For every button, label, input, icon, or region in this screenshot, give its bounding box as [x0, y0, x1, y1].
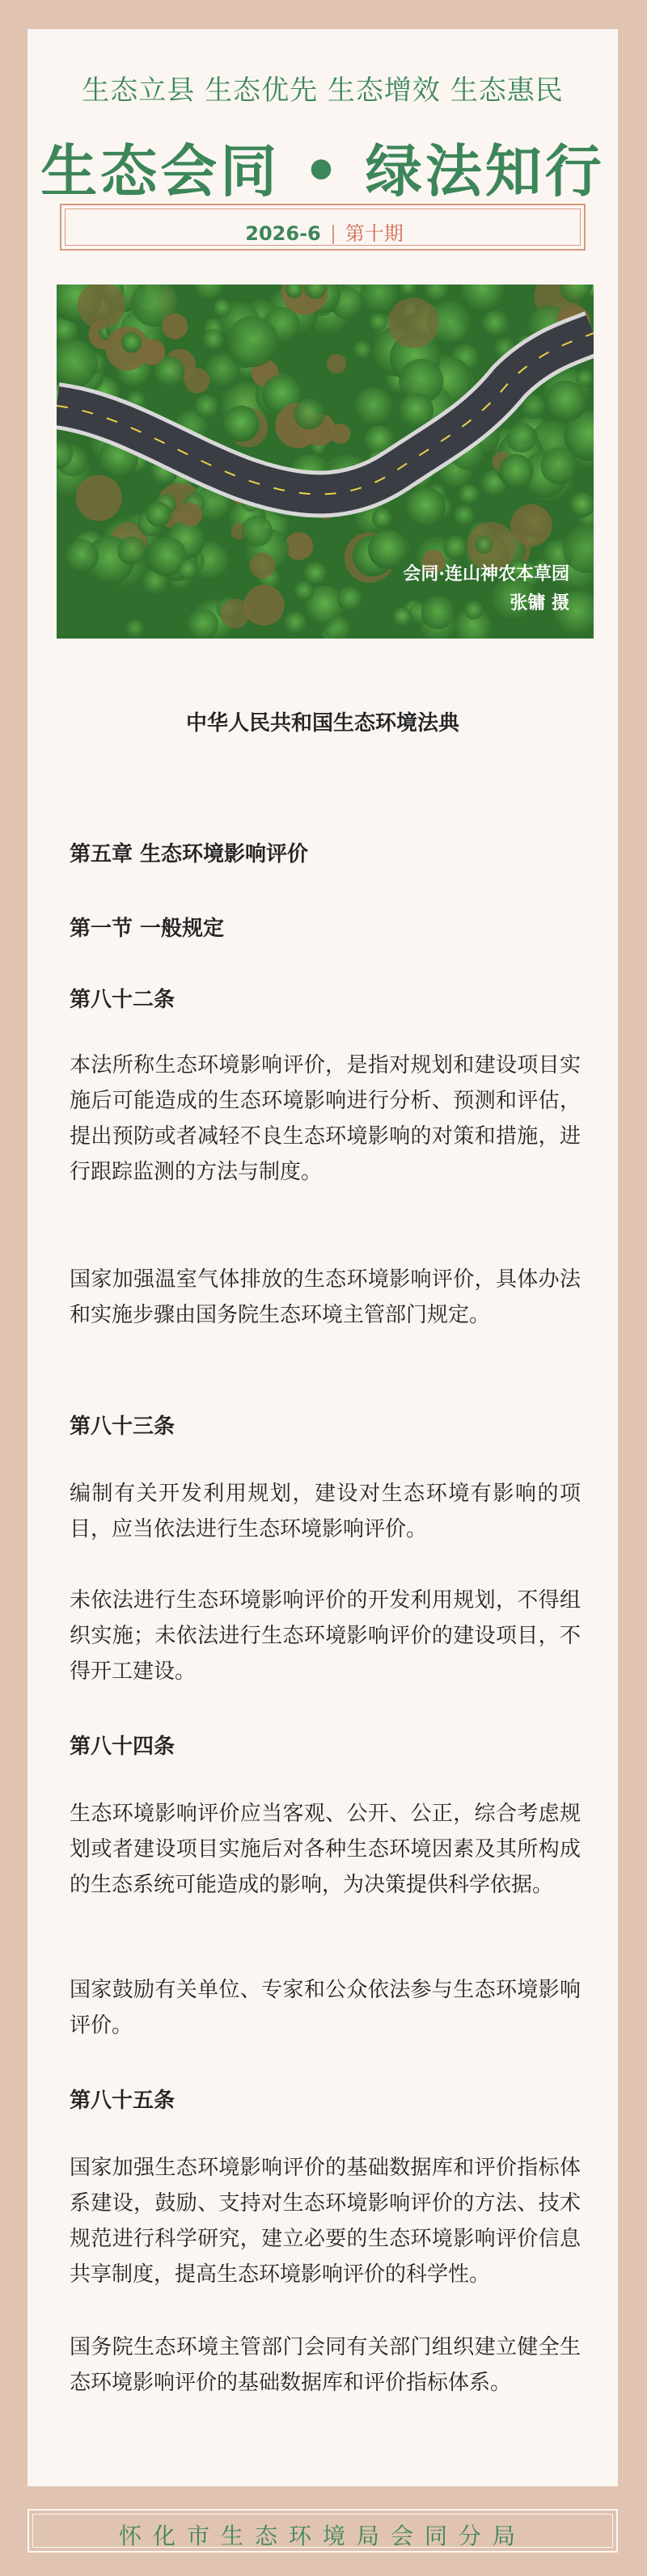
tree-crown [117, 537, 146, 565]
footer-banner [27, 2509, 618, 2553]
article-85-heading: 第八十五条 [70, 2089, 175, 2113]
tree-crown [194, 394, 218, 419]
section-heading: 第一节 一般规定 [70, 917, 225, 941]
article-84-heading: 第八十四条 [70, 1735, 175, 1759]
tree-crown [337, 586, 362, 611]
tree-crown [179, 503, 203, 527]
issue-date: 2026-6 [245, 222, 321, 245]
tree-crown [372, 508, 392, 529]
tree-crown [476, 536, 493, 554]
issue-divider [332, 225, 334, 244]
tree-crown [243, 585, 284, 626]
tree-crown [388, 297, 439, 348]
tree-crown [226, 316, 277, 367]
tree-crown [294, 398, 324, 429]
issue-period: 第十期 [345, 222, 404, 245]
photo-location: 会同·连山神农本草园 [403, 563, 569, 584]
article-card [27, 29, 618, 2486]
article-83-heading: 第八十三条 [70, 1414, 175, 1439]
tree-crown [443, 536, 467, 560]
tree-crown [242, 516, 273, 547]
article-85-paragraph-2: 国务院生态环境主管部门会同有关部门组织建立健全生态环境影响评价的基础数据库和评价指标体系。 [70, 2335, 581, 2395]
tree-crown [184, 368, 209, 393]
footer-organization: 怀化市生态环境局会同分局 [118, 2523, 526, 2549]
photo-credit: 张镛 摄 [510, 592, 569, 613]
tree-crown [285, 532, 313, 560]
page-title: 生态会同 • 绿法知行 [40, 137, 605, 204]
tree-crown [569, 492, 594, 517]
aerial-road-photo [57, 285, 594, 639]
tree-crown [139, 339, 165, 365]
article-84-paragraph-1: 生态环境影响评价应当客观、公开、公正，综合考虑规划或者建设项目实施后对各种生态环境因素及其所构成的生态系统可能造成的影响，为决策提供科学依据。 [70, 1802, 581, 1897]
tree-crown [125, 619, 145, 639]
article-82-heading: 第八十二条 [70, 988, 175, 1012]
article-83-paragraph-2: 未依法进行生态环境影响评价的开发利用规划，不得组织实施；未依法进行生态环境影响评价的建设项目，不得开工建设。 [70, 1588, 581, 1684]
article-83-paragraph-1: 编制有关开发利用规划，建设对生态环境有影响的项目，应当依法进行生态环境影响评价。 [70, 1482, 581, 1541]
tree-crown [213, 299, 231, 318]
tree-crown [369, 313, 387, 331]
law-title: 中华人民共和国生态环境法典 [185, 711, 459, 736]
tree-crown [203, 329, 224, 350]
tree-crown [284, 611, 307, 634]
article-82-paragraph-1: 本法所称生态环境影响评价，是指对规划和建设项目实施后可能造成的生态环境影响进行分析、预测和评估，提出预防或者减轻不良生态环境影响的对策和措施，进行跟踪监测的方法与制度。 [70, 1053, 581, 1184]
tree-crown [76, 475, 122, 521]
article-82-paragraph-2: 国家加强温室气体排放的生态环境影响评价，具体办法和实施步骤由国务院生态环境主管部门规定。 [70, 1267, 581, 1327]
tree-crown [482, 310, 509, 337]
tree-crown [354, 387, 393, 426]
chapter-heading: 第五章 生态环境影响评价 [70, 842, 309, 866]
tree-crown [65, 539, 99, 573]
tree-crown [250, 553, 276, 579]
photo-caption [403, 559, 569, 618]
tree-crown [220, 599, 250, 629]
issue-banner [60, 204, 586, 251]
tree-crown [353, 341, 372, 360]
slogan: 生态立县 生态优先 生态增效 生态惠民 [82, 74, 564, 107]
article-85-paragraph-1: 国家加强生态环境影响评价的基础数据库和评价指标体系建设，鼓励、支持对生态环境影响评价的方法、技术规范进行科学研究，建立必要的生态环境影响评价信息共享制度，提高生态环境影响评价的科学性。 [70, 2156, 581, 2287]
tree-crown [223, 406, 260, 442]
tree-crown [510, 504, 552, 546]
tree-crown [121, 332, 142, 352]
article-84-paragraph-2: 国家鼓励有关单位、专家和公众依法参与生态环境影响评价。 [70, 1978, 581, 2038]
tree-crown [177, 559, 198, 580]
tree-crown [327, 354, 346, 373]
tree-crown [146, 502, 171, 527]
tree-crown [162, 314, 188, 339]
tree-crown [540, 447, 577, 484]
